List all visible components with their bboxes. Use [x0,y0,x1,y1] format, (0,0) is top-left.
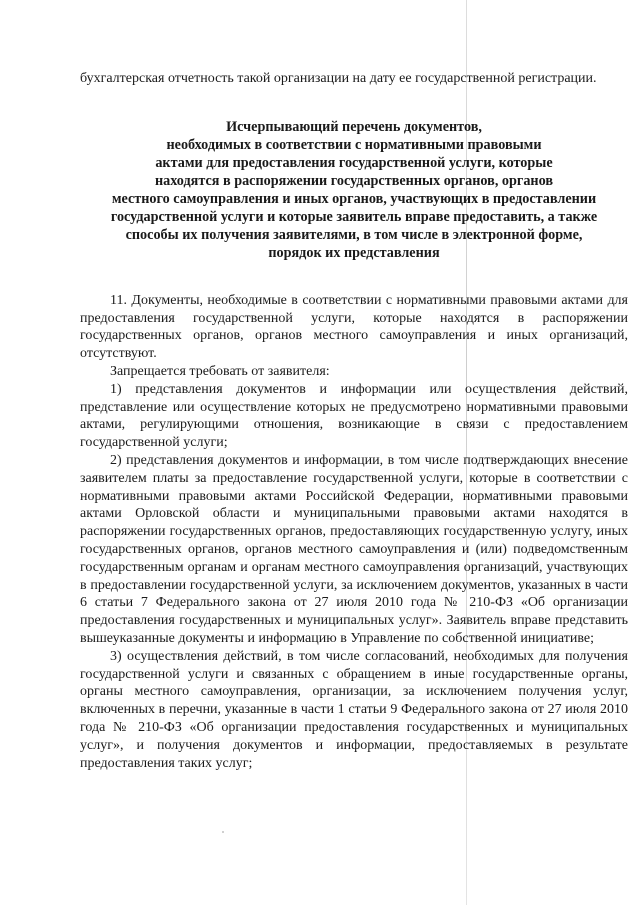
document-body [80,70,628,772]
heading-line: способы их получения заявителями, в том числе в электронной форме, [125,226,583,243]
heading-line: находятся в распоряжении государственных органов, органов [154,172,554,189]
paragraph-11: 11. Документы, необходимые в соответствии с нормативными правовыми актами для предоставления государственной услуги, которые находятся в распоряжении государственных органов, органов местного самоуправления и иных организаций, отсутствуют. [80,292,628,362]
heading-line: Исчерпывающий перечень документов, [226,118,482,135]
intro-paragraph: бухгалтерская отчетность такой организации на дату ее государственной регистрации. [80,71,597,86]
list-item-2: 2) представления документов и информации, в том числе подтверждающих внесение заявителем платы за предоставление государственной услуги, которые в соответствии с нормативными правовыми актами Российской Федерации, нормативными правовыми актами Орловской области и муниципальными правовыми актами находятся в распоряжении государственных органов, предоставляющих государственную услугу, иных государственных органов, органов местного самоуправления и (или) подведомственным государственным органам и органам местного самоуправления организаций, участвующих в предоставлении государственной услуги, за исключением документов, указанных в части 6 статьи 7 Федерального закона от 27 июля 2010 года № 210-ФЗ «Об организации предоставления государственных и муниципальных услуг». Заявитель вправе представить вышеуказанные документы и информацию в Управление по собственной инициативе; [80,452,628,646]
list-item-3: 3) осуществления действий, в том числе согласований, необходимых для получения государственной услуги и связанных с обращением в иные государственные органы, органы местного самоуправления, организации, за исключением получения услуг, включенных в перечни, указанные в части 1 статьи 9 Федерального закона от 27 июля 2010 года № 210-ФЗ «Об организации предоставления государственных и муниципальных услуг», и получения документов и информации, предоставляемых в результате предоставления таких услуг; [80,648,628,771]
prohibition-intro: Запрещается требовать от заявителя: [110,363,330,379]
list-item-1: 1) представления документов и информации или осуществления действий, представление или осуществление которых не предусмотрено нормативными правовыми актами, регулирующими отношения, возникающие в связи с предоставлением государственной услуги; [80,381,628,451]
scan-speck [222,831,224,833]
section-heading [80,118,628,262]
heading-line: актами для предоставления государственной услуги, которые [155,154,553,171]
heading-line: порядок их представления [268,244,440,261]
heading-line: местного самоуправления и иных органов, участвующих в предоставлении [111,190,597,207]
heading-line: необходимых в соответствии с нормативными правовыми [166,136,542,153]
heading-line: государственной услуги и которые заявитель вправе предоставить, а также [110,208,598,225]
